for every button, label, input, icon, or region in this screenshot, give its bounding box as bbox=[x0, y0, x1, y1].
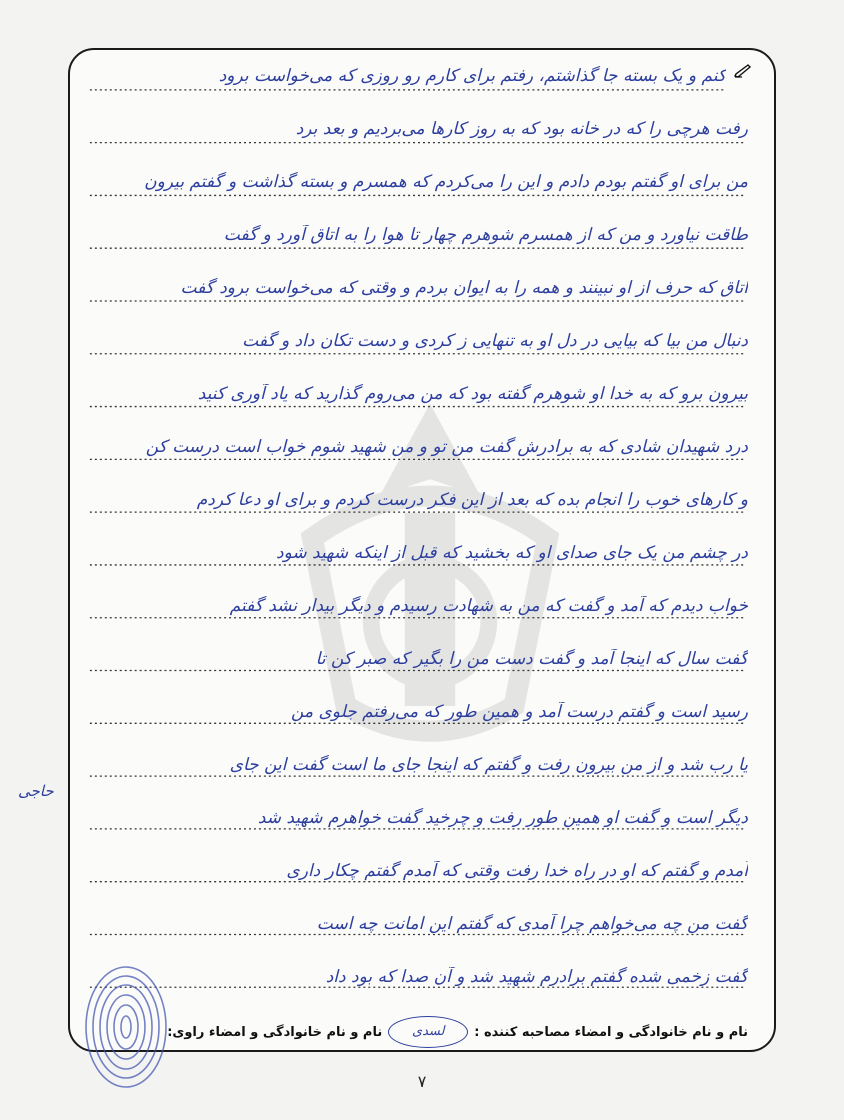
page-number: ۷ bbox=[417, 1072, 427, 1091]
handwritten-line: درد شهیدان شادی که به برادرش گفت من تو و من شهید شوم خواب است درست کن bbox=[145, 437, 748, 457]
interviewer-label: نام و نام خانوادگی و امضاء مصاحبه کننده : bbox=[474, 1024, 748, 1040]
handwritten-line: آمدم و گفتم که او در راه خدا رفت وقتی که آمدم گفتم چکار داری bbox=[286, 861, 748, 881]
pencil-icon bbox=[734, 64, 752, 78]
document-frame bbox=[68, 48, 776, 1052]
handwritten-line: در چشم من یک جای صدای او که بخشید که قبل از اینکه شهید شود bbox=[276, 543, 748, 563]
handwritten-line: خواب دیدم که آمد و گفت که من به شهادت رسیدم و دیگر بیدار نشد گفتم bbox=[229, 596, 748, 616]
handwritten-line: کنم و یک بسته جا گذاشتم، رفتم برای کارم رو روزی که می‌خواست برود bbox=[218, 66, 726, 86]
handwritten-line: رفت هرچی را که در خانه بود که به روز کارها می‌بردیم و بعد برد bbox=[295, 119, 748, 139]
handwritten-line: رسید است و گفتم درست آمد و همین طور که می‌رفتم جلوی من bbox=[291, 702, 748, 722]
handwritten-line: دیگر است و گفت او همین طور رفت و چرخید گفت خواهرم شهید شد bbox=[257, 808, 748, 828]
handwritten-line: گفت من چه می‌خواهم چرا آمدی که گفتم این امانت چه است bbox=[316, 914, 748, 934]
handwritten-line: و کارهای خوب را انجام بده که بعد از این فکر درست کردم و برای او دعا کردم bbox=[196, 490, 748, 510]
handwritten-line: بیرون برو که به خدا او شوهرم گفته بود که من می‌روم گذارید که یاد آوری کنید bbox=[197, 384, 748, 404]
handwritten-line: یا رب شد و از من بیرون رفت و گفتم که اینجا جای ما است گفت این جای bbox=[229, 755, 748, 775]
margin-note: حاجی bbox=[18, 782, 54, 800]
signature-footer bbox=[90, 1012, 748, 1052]
handwritten-line: گفت زخمی شده گفتم برادرم شهید شد و آن صدا که بود داد bbox=[325, 967, 748, 987]
handwritten-line: گفت سال که اینجا آمد و گفت دست من را بگیر که صبر کن تا bbox=[315, 649, 748, 669]
handwritten-line: دنبال من بیا که بیایی در دل او به تنهایی ز کردی و دست تکان داد و گفت bbox=[242, 331, 748, 351]
interviewer-signature: لسدی bbox=[388, 1016, 468, 1048]
handwritten-line: طاقت نیاورد و من که از همسرم شوهرم چهار تا هوا را به اتاق آورد و گفت bbox=[223, 225, 748, 245]
handwritten-line: اتاق که حرف از او نبینند و همه را به ایوان بردم و وقتی که می‌خواست برود گفت bbox=[180, 278, 748, 298]
handwritten-line: من برای او گفتم بودم دادم و این را می‌کردم که همسرم و بسته گذاشت و گفتم بیرون bbox=[144, 172, 748, 192]
narrator-label: نام و نام خانوادگی و امضاء راوی: bbox=[167, 1024, 383, 1040]
